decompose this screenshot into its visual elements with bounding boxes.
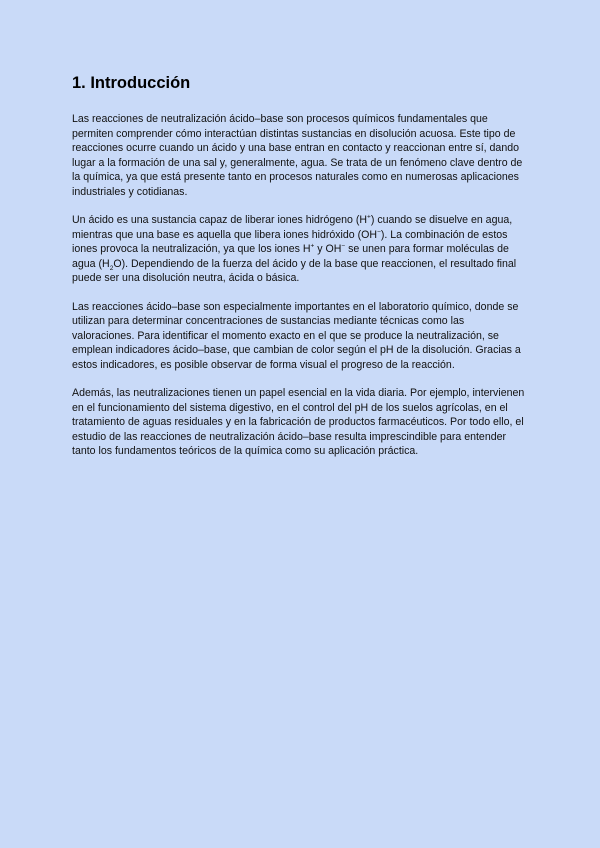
- paragraph-3: [72, 300, 528, 373]
- text-run: Las reacciones ácido–base son especialmente importantes en el laboratorio químico, donde se utilizan para determinar concentraciones de sustancias mediante técnicas como las valoraciones. Para identificar el momento exacto en el que se produce la neutralización, se emplean indicadores ácido–base, que cambian de color según el pH de la disolución. Gracias a estos indicadores, es posible observar de forma visual el progreso de la reacción.: [72, 300, 521, 371]
- section-title: 1. Introducción: [72, 74, 191, 92]
- superscript: +: [367, 213, 371, 221]
- paragraph-4: [72, 386, 528, 459]
- superscript: +: [310, 242, 315, 250]
- text-run: ) cuando se disuelve en agua, mientras que una base es aquella que libera iones hidróxido (OH: [72, 214, 513, 241]
- document-page: [72, 72, 528, 472]
- text-run: ). La combinación de estos iones provoca la neutralización, ya que los iones H: [72, 228, 508, 256]
- text-run: Las reacciones de neutralización ácido–base son procesos químicos fundamentales que permiten comprender cómo interactúan distintas sustancias en disolución acuosa. Este tipo de reacciones ocurre cuando un ácido y una base entran en contacto y reaccionan entre sí, dando lugar a la formación de una sal y, generalmente, agua. Se trata de un fenómeno clave dentro de la química, ya que está presente tanto en procesos naturales como en numerosas aplicaciones industriales y cotidianas.: [72, 113, 523, 198]
- text-run: y OH: [314, 243, 342, 256]
- subscript: 2: [109, 264, 114, 272]
- text-run: Además, las neutralizaciones tienen un papel esencial en la vida diaria. Por ejemplo, intervienen en el funcionamiento del sistema digestivo, en el control del pH de los suelos agrícolas, en el tratamiento de aguas residuales y en la fabricación de productos farmacéuticos. Por todo ello, el estudio de las reacciones de neutralización ácido–base resulta imprescindible para entender tanto los fundamentos teóricos de la química como su aplicación práctica.: [72, 387, 525, 458]
- paragraph-2: [72, 213, 528, 286]
- text-run: Un ácido es una sustancia capaz de liberar iones hidrógeno (H: [72, 214, 368, 227]
- paragraph-1: [72, 112, 528, 200]
- document-body: [72, 112, 528, 459]
- text-run: O). Dependiendo de la fuerza del ácido y de la base que reaccionen, el resultado final puede ser una disolución neutra, ácida o básica.: [72, 257, 517, 285]
- text-run: se unen para formar moléculas de agua (H: [72, 243, 509, 270]
- superscript: −: [377, 228, 381, 236]
- superscript: −: [341, 242, 346, 250]
